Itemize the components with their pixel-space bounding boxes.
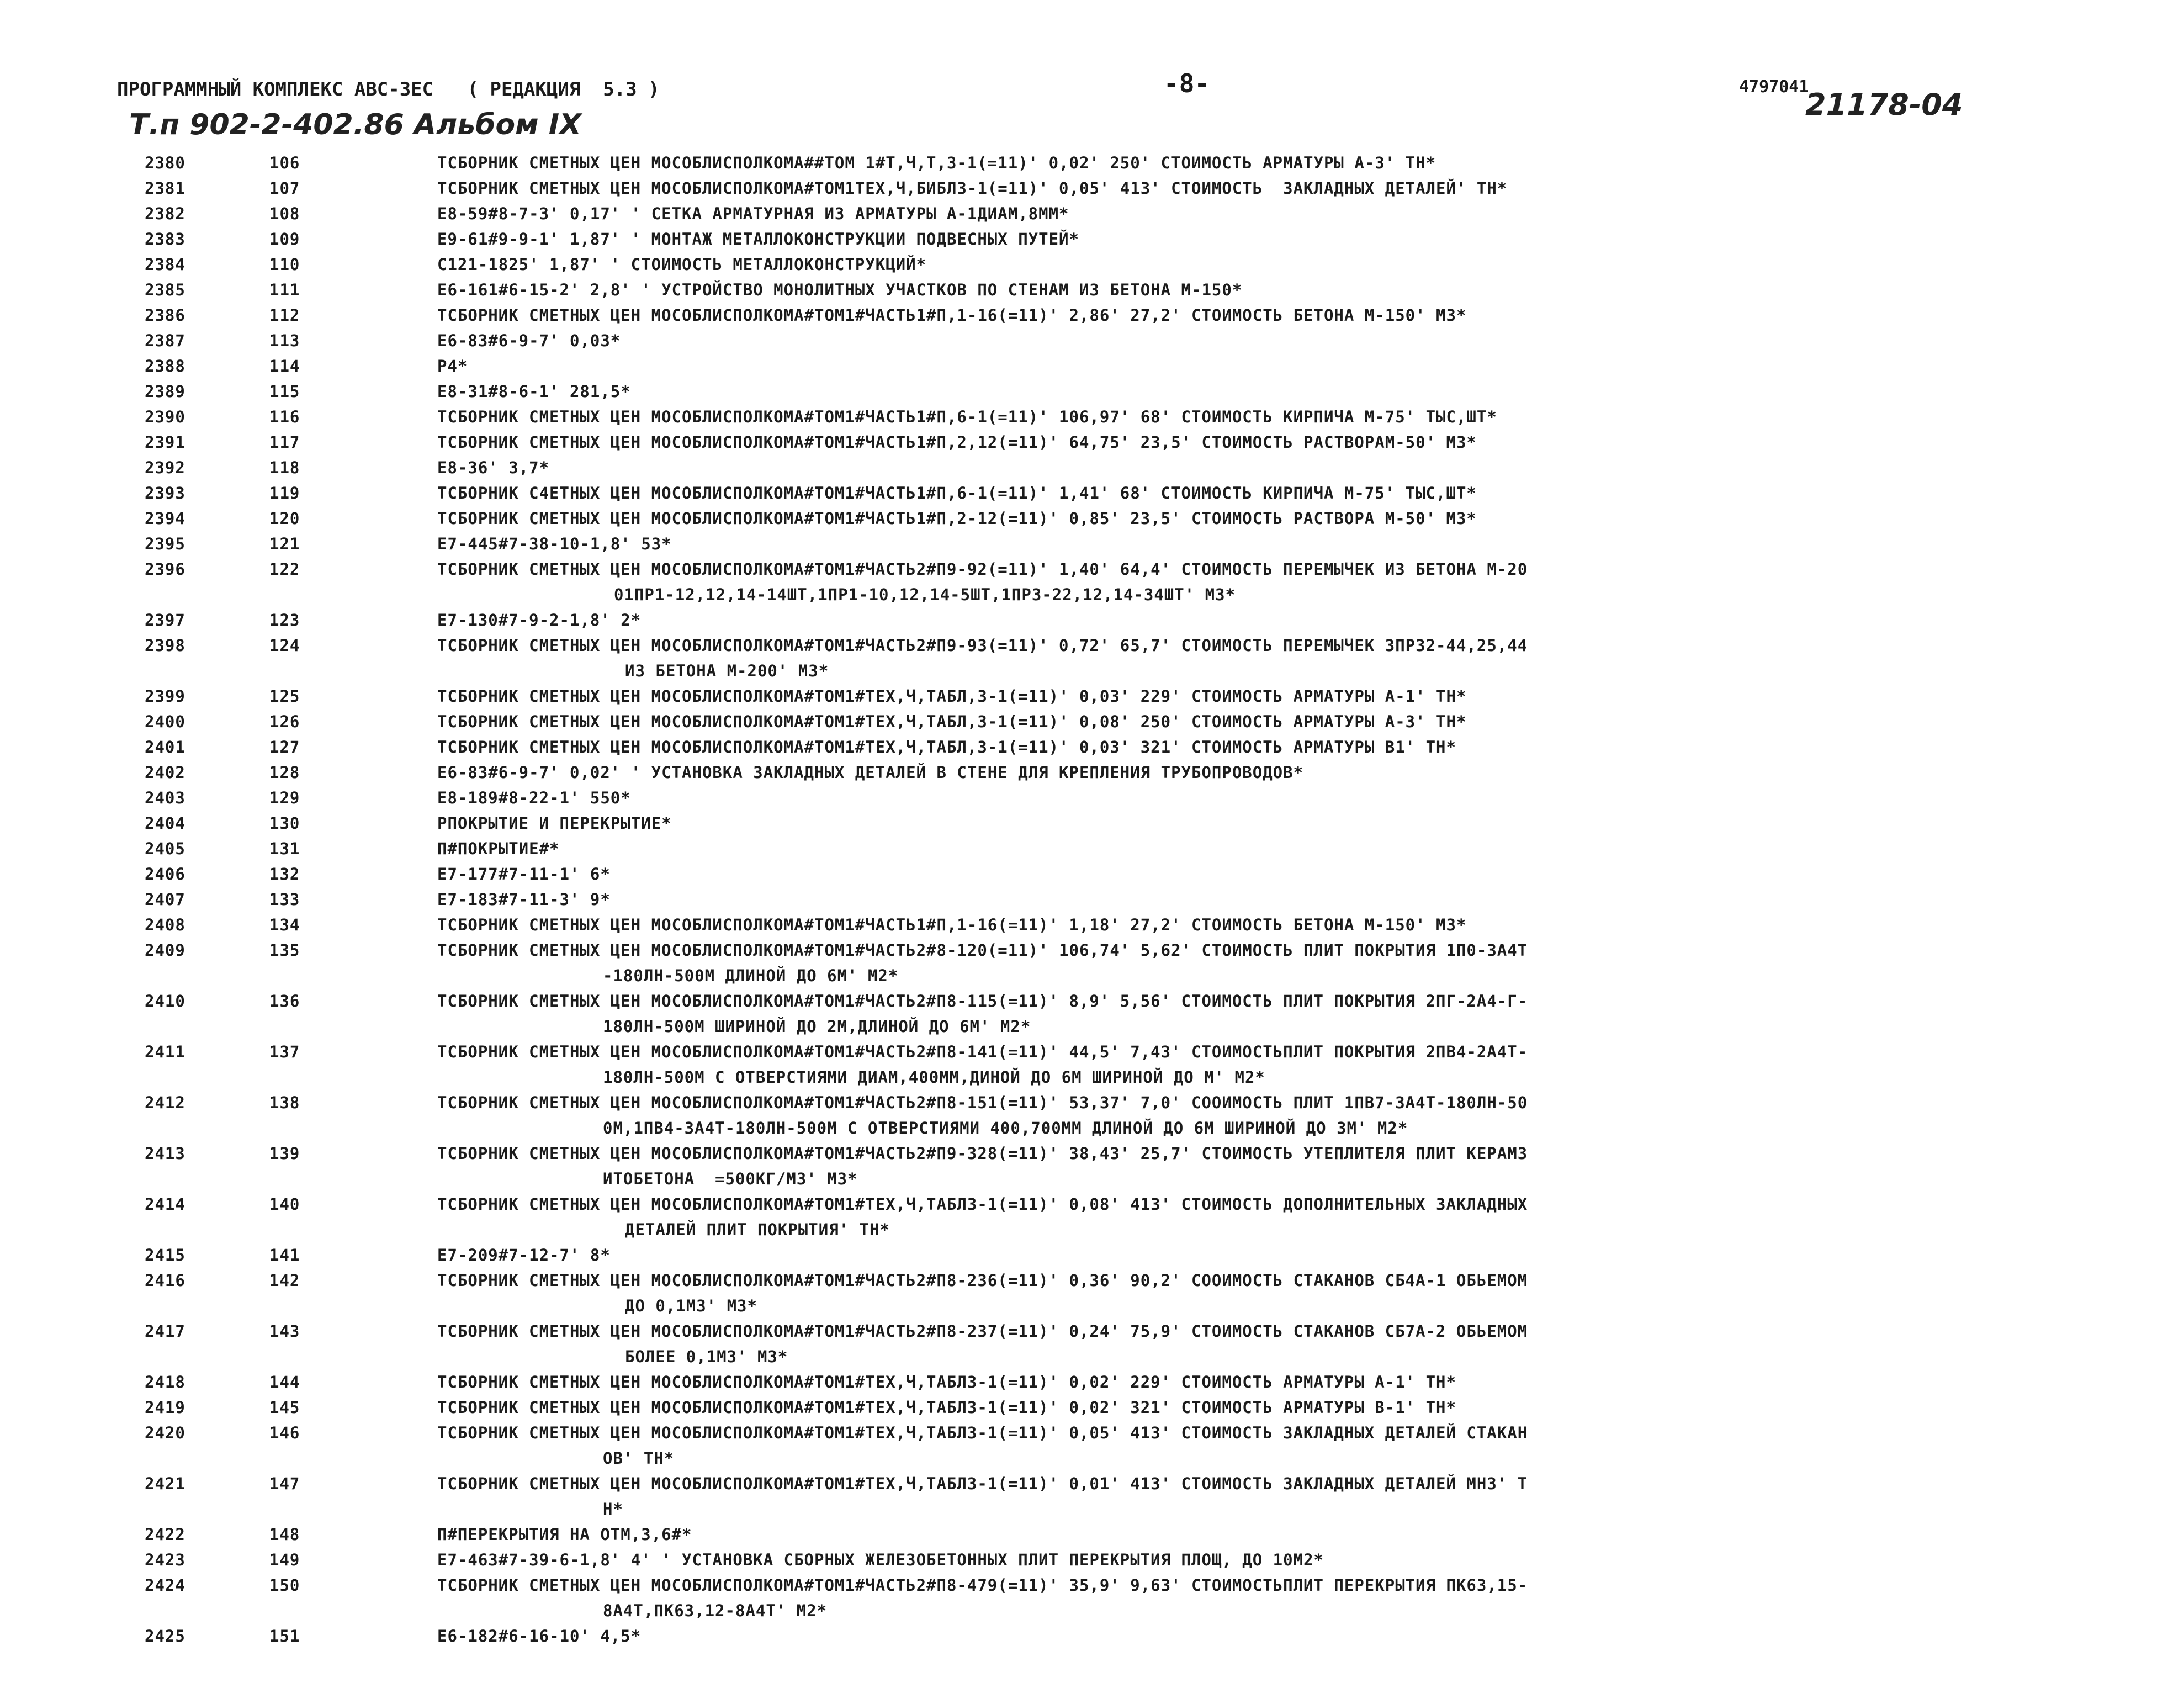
row-index: 117 <box>269 433 300 452</box>
row-text: ТСБОРНИК СМЕТНЫХ ЦЕН МОСОБЛИСПОЛКОМА#ТОМ1#ЧАСТЬ2#П8-141(=11)' 44,5' 7,43' СТОИМОСТЬПЛИТ ПОКРЫТИЯ 2ПВ4-2А4Т- <box>437 1042 1528 1061</box>
row-text: ТСБОРНИК СМЕТНЫХ ЦЕН МОСОБЛИСПОЛКОМА#ТОМ1#ТЕХ,Ч,ТАБЛ3-1(=11)' 0,01' 413' СТОИМОСТЬ ЗАКЛАДНЫХ ДЕТАЛЕЙ МН3' Т <box>437 1474 1528 1493</box>
listing-row <box>0 557 2184 607</box>
handwritten-doc-ref: 21178-04 <box>1805 87 1963 122</box>
listing-row <box>0 455 2184 480</box>
listing-row <box>0 1192 2184 1242</box>
row-index: 137 <box>269 1042 300 1061</box>
row-number: 2405 <box>145 839 185 858</box>
row-number: 2382 <box>145 204 185 223</box>
row-text-continuation: 0М,1ПВ4-3А4Т-180ЛН-500М С ОТВЕРСТИЯМИ 400,700ММ ДЛИНОЙ ДО 6М ШИРИНОЙ ДО 3М' М2* <box>603 1119 1408 1137</box>
row-text-continuation: 8А4Т,ПК63,12-8А4Т' М2* <box>603 1601 828 1620</box>
listing-row <box>0 1623 2184 1649</box>
row-text: Е7-183#7-11-3' 9* <box>437 890 611 909</box>
row-text: ТСБОРНИК СМЕТНЫХ ЦЕН МОСОБЛИСПОЛКОМА#ТОМ1#ЧАСТЬ2#П8-236(=11)' 0,36' 90,2' СООИМОСТЬ СТАКАНОВ СБ4А-1 ОБЬЕМОМ <box>437 1271 1528 1290</box>
row-number: 2387 <box>145 331 185 350</box>
row-index: 118 <box>269 458 300 477</box>
row-index: 126 <box>269 712 300 731</box>
listing-row <box>0 1268 2184 1319</box>
row-number: 2395 <box>145 534 185 553</box>
listing-row <box>0 303 2184 328</box>
row-text: П#ПЕРЕКРЫТИЯ НА ОТМ,3,6#* <box>437 1525 692 1544</box>
row-number: 2391 <box>145 433 185 452</box>
row-number: 2419 <box>145 1398 185 1417</box>
row-index: 120 <box>269 509 300 528</box>
row-number: 2425 <box>145 1627 185 1645</box>
row-index: 108 <box>269 204 300 223</box>
row-text: ТСБОРНИК СМЕТНЫХ ЦЕН МОСОБЛИСПОЛКОМА#ТОМ1#ЧАСТЬ2#П8-115(=11)' 8,9' 5,56' СТОИМОСТЬ ПЛИТ ПОКРЫТИЯ 2ПГ-2А4-Г- <box>437 992 1528 1010</box>
listing-row <box>0 1522 2184 1547</box>
row-index: 119 <box>269 484 300 502</box>
row-index: 150 <box>269 1576 300 1595</box>
row-number: 2412 <box>145 1093 185 1112</box>
program-header: ПРОГРАММНЫЙ КОМПЛЕКС АВС-3ЕС ( РЕДАКЦИЯ 5.3 ) <box>117 78 660 100</box>
row-index: 130 <box>269 814 300 833</box>
row-number: 2390 <box>145 407 185 426</box>
row-number: 2401 <box>145 738 185 756</box>
listing-row <box>0 201 2184 226</box>
row-index: 141 <box>269 1246 300 1264</box>
row-index: 145 <box>269 1398 300 1417</box>
row-text: ТСБОРНИК СМЕТНЫХ ЦЕН МОСОБЛИСПОЛКОМА#ТОМ1#ТЕХ,Ч,ТАБЛ3-1(=11)' 0,08' 413' СТОИМОСТЬ ДОПОЛНИТЕЛЬНЫХ ЗАКЛАДНЫХ <box>437 1195 1528 1214</box>
row-text: ТСБОРНИК СМЕТНЫХ ЦЕН МОСОБЛИСПОЛКОМА#ТОМ1#ЧАСТЬ2#П8-237(=11)' 0,24' 75,9' СТОИМОСТЬ СТАКАНОВ СБ7А-2 ОБЬЕМОМ <box>437 1322 1528 1341</box>
row-text: ТСБОРНИК СМЕТНЫХ ЦЕН МОСОБЛИСПОЛКОМА#ТОМ1#ЧАСТЬ2#П9-92(=11)' 1,40' 64,4' СТОИМОСТЬ ПЕРЕМЫЧЕК ИЗ БЕТОНА М-20 <box>437 560 1528 579</box>
row-number: 2411 <box>145 1042 185 1061</box>
listing-row <box>0 734 2184 760</box>
row-index: 149 <box>269 1550 300 1569</box>
row-text-continuation: ДЕТАЛЕЙ ПЛИТ ПОКРЫТИЯ' ТН* <box>625 1220 890 1239</box>
listing-row <box>0 531 2184 557</box>
listing-row <box>0 176 2184 201</box>
row-text: ТСБОРНИК СМЕТНЫХ ЦЕН МОСОБЛИСПОЛКОМА#ТОМ1ТЕХ,Ч,БИБЛ3-1(=11)' 0,05' 413' СТОИМОСТЬ ЗАКЛАДНЫХ ДЕТАЛЕЙ' ТН* <box>437 179 1508 198</box>
row-index: 110 <box>269 255 300 274</box>
listing-row <box>0 912 2184 938</box>
row-text-continuation: БОЛЕЕ 0,1М3' М3* <box>625 1347 788 1366</box>
row-text: ТСБОРНИК С4ЕТНЫХ ЦЕН МОСОБЛИСПОЛКОМА#ТОМ1#ЧАСТЬ1#П,6-1(=11)' 1,41' 68' СТОИМОСТЬ КИРПИЧА М-75' ТЫС,ШТ* <box>437 484 1477 502</box>
row-number: 2410 <box>145 992 185 1010</box>
row-index: 115 <box>269 382 300 401</box>
listing-row <box>0 1242 2184 1268</box>
row-index: 111 <box>269 280 300 299</box>
listing-row <box>0 1319 2184 1369</box>
row-text: Е8-36' 3,7* <box>437 458 550 477</box>
row-number: 2388 <box>145 357 185 375</box>
row-number: 2416 <box>145 1271 185 1290</box>
row-number: 2394 <box>145 509 185 528</box>
listing-row <box>0 252 2184 277</box>
row-text: ТСБОРНИК СМЕТНЫХ ЦЕН МОСОБЛИСПОЛКОМА#ТОМ1#ЧАСТЬ2#8-120(=11)' 106,74' 5,62' СТОИМОСТЬ ПЛИТ ПОКРЫТИЯ 1П0-3А4Т <box>437 941 1528 960</box>
row-number: 2381 <box>145 179 185 198</box>
row-text: Е6-182#6-16-10' 4,5* <box>437 1627 642 1645</box>
document-code: 4797041 <box>1739 77 1809 97</box>
row-number: 2392 <box>145 458 185 477</box>
row-text: П#ПОКРЫТИЕ#* <box>437 839 560 858</box>
row-text-continuation: 180ЛН-500М С ОТВЕРСТИЯМИ ДИАМ,400ММ,ДИНОЙ ДО 6М ШИРИНОЙ ДО М' М2* <box>603 1068 1265 1087</box>
row-number: 2386 <box>145 306 185 325</box>
row-text: Е7-209#7-12-7' 8* <box>437 1246 611 1264</box>
listing-row <box>0 988 2184 1039</box>
row-index: 128 <box>269 763 300 782</box>
listing-row <box>0 1547 2184 1573</box>
row-index: 121 <box>269 534 300 553</box>
listing-row <box>0 1090 2184 1141</box>
row-number: 2393 <box>145 484 185 502</box>
listing-row <box>0 506 2184 531</box>
row-index: 136 <box>269 992 300 1010</box>
row-text: ТСБОРНИК СМЕТНЫХ ЦЕН МОСОБЛИСПОЛКОМА#ТОМ1#ТЕХ,Ч,ТАБЛ3-1(=11)' 0,02' 229' СТОИМОСТЬ АРМАТУРЫ А-1' ТН* <box>437 1373 1456 1391</box>
row-index: 147 <box>269 1474 300 1493</box>
handwritten-album-note: Т.п 902-2-402.86 Альбом IX <box>129 108 582 141</box>
listing-row <box>0 379 2184 404</box>
row-number: 2418 <box>145 1373 185 1391</box>
row-text: ТСБОРНИК СМЕТНЫХ ЦЕН МОСОБЛИСПОЛКОМА#ТОМ1#ЧАСТЬ1#П,2,12(=11)' 64,75' 23,5' СТОИМОСТЬ РАСТВОРАМ-50' М3* <box>437 433 1477 452</box>
listing-row <box>0 887 2184 912</box>
row-number: 2400 <box>145 712 185 731</box>
row-text: ТСБОРНИК СМЕТНЫХ ЦЕН МОСОБЛИСПОЛКОМА#ТОМ1#ЧАСТЬ2#П8-151(=11)' 53,37' 7,0' СООИМОСТЬ ПЛИТ 1ПВ7-3А4Т-180ЛН-50 <box>437 1093 1528 1112</box>
row-index: 138 <box>269 1093 300 1112</box>
row-index: 142 <box>269 1271 300 1290</box>
row-number: 2423 <box>145 1550 185 1569</box>
row-text: ТСБОРНИК СМЕТНЫХ ЦЕН МОСОБЛИСПОЛКОМА#ТОМ1#ЧАСТЬ1#П,1-16(=11)' 1,18' 27,2' СТОИМОСТЬ БЕТОНА М-150' М3* <box>437 915 1467 934</box>
row-number: 2420 <box>145 1423 185 1442</box>
row-text: Е6-161#6-15-2' 2,8' ' УСТРОЙСТВО МОНОЛИТНЫХ УЧАСТКОВ ПО СТЕНАМ ИЗ БЕТОНА М-150* <box>437 280 1243 299</box>
listing-row <box>0 1395 2184 1420</box>
row-index: 132 <box>269 865 300 883</box>
row-index: 131 <box>269 839 300 858</box>
listing-row <box>0 785 2184 811</box>
row-text: ТСБОРНИК СМЕТНЫХ ЦЕН МОСОБЛИСПОЛКОМА##ТОМ 1#Т,Ч,Т,3-1(=11)' 0,02' 250' СТОИМОСТЬ АРМАТУРЫ А-3' ТН* <box>437 154 1436 172</box>
row-text: Е7-130#7-9-2-1,8' 2* <box>437 611 642 629</box>
row-number: 2424 <box>145 1576 185 1595</box>
row-text-continuation: ДО 0,1М3' М3* <box>625 1296 757 1315</box>
row-number: 2383 <box>145 230 185 248</box>
row-text: ТСБОРНИК СМЕТНЫХ ЦЕН МОСОБЛИСПОЛКОМА#ТОМ1#ТЕХ,Ч,ТАБЛ,3-1(=11)' 0,08' 250' СТОИМОСТЬ АРМАТУРЫ А-3' ТН* <box>437 712 1467 731</box>
row-text: РПОКРЫТИЕ И ПЕРЕКРЫТИЕ* <box>437 814 672 833</box>
listing-row <box>0 684 2184 709</box>
row-text: Е9-61#9-9-1' 1,87' ' МОНТАЖ МЕТАЛЛОКОНСТРУКЦИИ ПОДВЕСНЫХ ПУТЕЙ* <box>437 230 1079 248</box>
row-text: Р4* <box>437 357 468 375</box>
listing-row <box>0 1471 2184 1522</box>
row-text: ТСБОРНИК СМЕТНЫХ ЦЕН МОСОБЛИСПОЛКОМА#ТОМ1#ЧАСТЬ2#П8-479(=11)' 35,9' 9,63' СТОИМОСТЬПЛИТ ПЕРЕКРЫТИЯ ПК63,15- <box>437 1576 1528 1595</box>
row-text: ТСБОРНИК СМЕТНЫХ ЦЕН МОСОБЛИСПОЛКОМА#ТОМ1#ЧАСТЬ2#П9-328(=11)' 38,43' 25,7' СТОИМОСТЬ УТЕПЛИТЕЛЯ ПЛИТ КЕРАМЗ <box>437 1144 1528 1163</box>
listing-row <box>0 1039 2184 1090</box>
row-text-continuation: Н* <box>603 1500 623 1518</box>
row-number: 2396 <box>145 560 185 579</box>
row-index: 112 <box>269 306 300 325</box>
listing-row <box>0 353 2184 379</box>
listing-row <box>0 150 2184 176</box>
row-index: 134 <box>269 915 300 934</box>
listing-row <box>0 480 2184 506</box>
row-index: 114 <box>269 357 300 375</box>
row-text-continuation: -180ЛН-500М ДЛИНОЙ ДО 6М' М2* <box>603 966 899 985</box>
row-index: 146 <box>269 1423 300 1442</box>
row-index: 143 <box>269 1322 300 1341</box>
listing-row <box>0 938 2184 988</box>
row-index: 151 <box>269 1627 300 1645</box>
listing-row <box>0 1369 2184 1395</box>
listing-row <box>0 226 2184 252</box>
row-number: 2421 <box>145 1474 185 1493</box>
row-text: Е8-31#8-6-1' 281,5* <box>437 382 631 401</box>
row-index: 127 <box>269 738 300 756</box>
row-index: 135 <box>269 941 300 960</box>
row-number: 2384 <box>145 255 185 274</box>
row-text: ТСБОРНИК СМЕТНЫХ ЦЕН МОСОБЛИСПОЛКОМА#ТОМ1#ТЕХ,Ч,ТАБЛ,3-1(=11)' 0,03' 229' СТОИМОСТЬ АРМАТУРЫ А-1' ТН* <box>437 687 1467 706</box>
listing <box>0 150 2184 1649</box>
row-number: 2417 <box>145 1322 185 1341</box>
listing-row <box>0 328 2184 353</box>
row-index: 125 <box>269 687 300 706</box>
row-index: 113 <box>269 331 300 350</box>
row-number: 2413 <box>145 1144 185 1163</box>
row-index: 129 <box>269 788 300 807</box>
row-number: 2402 <box>145 763 185 782</box>
listing-row <box>0 633 2184 684</box>
row-index: 107 <box>269 179 300 198</box>
row-text-continuation: 01ПР1-12,12,14-14ШТ,1ПР1-10,12,14-5ШТ,1ПР3-22,12,14-34ШТ' М3* <box>614 585 1236 604</box>
row-index: 133 <box>269 890 300 909</box>
listing-row <box>0 430 2184 455</box>
row-text: С121-1825' 1,87' ' СТОИМОСТЬ МЕТАЛЛОКОНСТРУКЦИЙ* <box>437 255 927 274</box>
row-index: 139 <box>269 1144 300 1163</box>
row-text: ТСБОРНИК СМЕТНЫХ ЦЕН МОСОБЛИСПОЛКОМА#ТОМ1#ТЕХ,Ч,ТАБЛ3-1(=11)' 0,05' 413' СТОИМОСТЬ ЗАКЛАДНЫХ ДЕТАЛЕЙ СТАКАН <box>437 1423 1528 1442</box>
row-number: 2397 <box>145 611 185 629</box>
row-text: Е8-59#8-7-3' 0,17' ' СЕТКА АРМАТУРНАЯ ИЗ АРМАТУРЫ А-1ДИАМ,8ММ* <box>437 204 1069 223</box>
row-number: 2399 <box>145 687 185 706</box>
listing-row <box>0 811 2184 836</box>
row-text: ТСБОРНИК СМЕТНЫХ ЦЕН МОСОБЛИСПОЛКОМА#ТОМ1#ЧАСТЬ2#П9-93(=11)' 0,72' 65,7' СТОИМОСТЬ ПЕРЕМЫЧЕК 3ПР32-44,25,44 <box>437 636 1528 655</box>
row-number: 2403 <box>145 788 185 807</box>
row-text: Е7-177#7-11-1' 6* <box>437 865 611 883</box>
row-number: 2398 <box>145 636 185 655</box>
row-index: 109 <box>269 230 300 248</box>
row-text-continuation: ОВ' ТН* <box>603 1449 675 1468</box>
listing-row <box>0 760 2184 785</box>
row-index: 140 <box>269 1195 300 1214</box>
row-number: 2406 <box>145 865 185 883</box>
row-text: Е7-463#7-39-6-1,8' 4' ' УСТАНОВКА СБОРНЫХ ЖЕЛЕЗОБЕТОННЫХ ПЛИТ ПЕРЕКРЫТИЯ ПЛОЩ, ДО 10М2* <box>437 1550 1324 1569</box>
row-number: 2407 <box>145 890 185 909</box>
row-number: 2415 <box>145 1246 185 1264</box>
row-text: ТСБОРНИК СМЕТНЫХ ЦЕН МОСОБЛИСПОЛКОМА#ТОМ1#ТЕХ,Ч,ТАБЛ,3-1(=11)' 0,03' 321' СТОИМОСТЬ АРМАТУРЫ В1' ТН* <box>437 738 1456 756</box>
row-text: Е7-445#7-38-10-1,8' 53* <box>437 534 672 553</box>
listing-row <box>0 277 2184 303</box>
listing-row <box>0 404 2184 430</box>
row-text: ТСБОРНИК СМЕТНЫХ ЦЕН МОСОБЛИСПОЛКОМА#ТОМ1#ЧАСТЬ1#П,2-12(=11)' 0,85' 23,5' СТОИМОСТЬ РАСТВОРА М-50' М3* <box>437 509 1477 528</box>
row-number: 2408 <box>145 915 185 934</box>
row-text: Е6-83#6-9-7' 0,02' ' УСТАНОВКА ЗАКЛАДНЫХ ДЕТАЛЕЙ В СТЕНЕ ДЛЯ КРЕПЛЕНИЯ ТРУБОПРОВОДОВ* <box>437 763 1304 782</box>
row-index: 116 <box>269 407 300 426</box>
listing-row <box>0 709 2184 734</box>
row-number: 2404 <box>145 814 185 833</box>
row-index: 122 <box>269 560 300 579</box>
row-text-continuation: ИЗ БЕТОНА М-200' М3* <box>625 661 829 680</box>
listing-row <box>0 861 2184 887</box>
row-index: 106 <box>269 154 300 172</box>
row-number: 2414 <box>145 1195 185 1214</box>
row-text: ТСБОРНИК СМЕТНЫХ ЦЕН МОСОБЛИСПОЛКОМА#ТОМ1#ЧАСТЬ1#П,1-16(=11)' 2,86' 27,2' СТОИМОСТЬ БЕТОНА М-150' М3* <box>437 306 1467 325</box>
row-index: 124 <box>269 636 300 655</box>
listing-row <box>0 1420 2184 1471</box>
row-text-continuation: 180ЛН-500М ШИРИНОЙ ДО 2М,ДЛИНОЙ ДО 6М' М2* <box>603 1017 1031 1036</box>
listing-row <box>0 1141 2184 1192</box>
row-text: Е6-83#6-9-7' 0,03* <box>437 331 621 350</box>
row-number: 2409 <box>145 941 185 960</box>
listing-row <box>0 1573 2184 1623</box>
page-number: -8- <box>1164 68 1210 98</box>
listing-row <box>0 607 2184 633</box>
row-text: ТСБОРНИК СМЕТНЫХ ЦЕН МОСОБЛИСПОЛКОМА#ТОМ1#ТЕХ,Ч,ТАБЛ3-1(=11)' 0,02' 321' СТОИМОСТЬ АРМАТУРЫ В-1' ТН* <box>437 1398 1456 1417</box>
row-number: 2385 <box>145 280 185 299</box>
row-text: Е8-189#8-22-1' 550* <box>437 788 631 807</box>
row-number: 2422 <box>145 1525 185 1544</box>
row-number: 2380 <box>145 154 185 172</box>
row-number: 2389 <box>145 382 185 401</box>
row-index: 123 <box>269 611 300 629</box>
row-index: 148 <box>269 1525 300 1544</box>
listing-row <box>0 836 2184 861</box>
row-text: ТСБОРНИК СМЕТНЫХ ЦЕН МОСОБЛИСПОЛКОМА#ТОМ1#ЧАСТЬ1#П,6-1(=11)' 106,97' 68' СТОИМОСТЬ КИРПИЧА М-75' ТЫС,ШТ* <box>437 407 1497 426</box>
row-index: 144 <box>269 1373 300 1391</box>
row-text-continuation: ИТОБЕТОНА =500КГ/М3' М3* <box>603 1169 858 1188</box>
